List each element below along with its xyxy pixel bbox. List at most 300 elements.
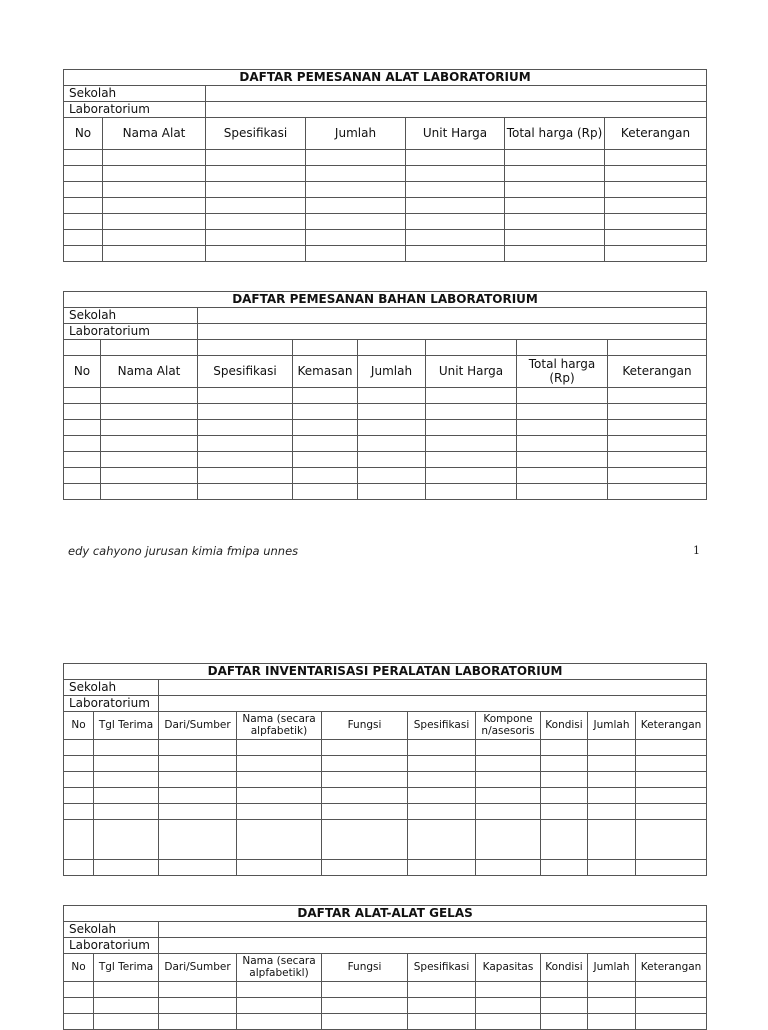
table-cell[interactable] bbox=[426, 484, 517, 500]
column-header: Keterangan bbox=[636, 954, 707, 982]
table-row bbox=[64, 820, 707, 860]
table-cell[interactable] bbox=[636, 998, 707, 1014]
table-cell[interactable] bbox=[64, 214, 103, 230]
table-cell[interactable] bbox=[103, 166, 206, 182]
table-cell[interactable] bbox=[159, 756, 237, 772]
table-cell[interactable] bbox=[64, 468, 101, 484]
table-cell[interactable] bbox=[588, 860, 636, 876]
laboratorium-field[interactable] bbox=[159, 938, 707, 954]
table-cell[interactable] bbox=[159, 772, 237, 788]
table-cell[interactable] bbox=[517, 452, 608, 468]
table-cell[interactable] bbox=[94, 772, 159, 788]
table-cell[interactable] bbox=[636, 756, 707, 772]
column-header: Spesifikasi bbox=[206, 118, 306, 150]
sekolah-label: Sekolah bbox=[64, 922, 159, 938]
table-cell[interactable] bbox=[64, 198, 103, 214]
table-cell[interactable] bbox=[408, 860, 476, 876]
table-cell[interactable] bbox=[588, 788, 636, 804]
table-cell[interactable] bbox=[541, 1014, 588, 1030]
table-row bbox=[64, 982, 707, 998]
table-row bbox=[64, 340, 707, 356]
sekolah-field[interactable] bbox=[206, 86, 707, 102]
table-cell[interactable] bbox=[159, 982, 237, 998]
column-header: Jumlah bbox=[588, 954, 636, 982]
form-alat-gelas bbox=[63, 905, 706, 1030]
column-header: Spesifikasi bbox=[408, 712, 476, 740]
table-cell[interactable] bbox=[94, 788, 159, 804]
table-cell[interactable] bbox=[206, 246, 306, 262]
table-cell[interactable] bbox=[408, 788, 476, 804]
table-cell[interactable] bbox=[358, 420, 426, 436]
table-cell[interactable] bbox=[293, 404, 358, 420]
table-cell[interactable] bbox=[103, 214, 206, 230]
column-header: Kondisi bbox=[541, 954, 588, 982]
table-cell[interactable] bbox=[64, 388, 101, 404]
table-cell[interactable] bbox=[237, 1014, 322, 1030]
laboratorium-label: Laboratorium bbox=[64, 696, 159, 712]
table-cell[interactable] bbox=[636, 804, 707, 820]
table-cell[interactable] bbox=[517, 404, 608, 420]
table-row bbox=[64, 166, 707, 182]
table-cell[interactable] bbox=[408, 740, 476, 756]
table-cell[interactable] bbox=[517, 420, 608, 436]
table-cell[interactable] bbox=[64, 150, 103, 166]
table-cell[interactable] bbox=[159, 860, 237, 876]
table-row bbox=[64, 230, 707, 246]
table-cell[interactable] bbox=[237, 740, 322, 756]
column-header: Unit Harga bbox=[406, 118, 505, 150]
table-cell[interactable] bbox=[198, 340, 293, 356]
table-cell[interactable] bbox=[408, 982, 476, 998]
table-cell[interactable] bbox=[541, 788, 588, 804]
column-header: Fungsi bbox=[322, 954, 408, 982]
table-cell[interactable] bbox=[588, 982, 636, 998]
laboratorium-label: Laboratorium bbox=[64, 324, 198, 340]
table-cell[interactable] bbox=[293, 420, 358, 436]
table-cell[interactable] bbox=[608, 420, 707, 436]
form-title: DAFTAR PEMESANAN BAHAN LABORATORIUM bbox=[64, 292, 707, 308]
column-header: Spesifikasi bbox=[408, 954, 476, 982]
table-cell[interactable] bbox=[476, 756, 541, 772]
table-body bbox=[64, 982, 707, 1030]
table-cell[interactable] bbox=[322, 756, 408, 772]
column-header: Tgl Terima bbox=[94, 712, 159, 740]
form-title: DAFTAR PEMESANAN ALAT LABORATORIUM bbox=[64, 70, 707, 86]
table-cell[interactable] bbox=[636, 772, 707, 788]
table-header bbox=[64, 118, 707, 150]
table-cell[interactable] bbox=[408, 756, 476, 772]
table-cell[interactable] bbox=[476, 820, 541, 860]
column-header: Total harga (Rp) bbox=[517, 356, 608, 388]
table-cell[interactable] bbox=[64, 788, 94, 804]
table-cell[interactable] bbox=[237, 788, 322, 804]
table-cell[interactable] bbox=[358, 468, 426, 484]
table-cell[interactable] bbox=[605, 166, 707, 182]
column-header: No bbox=[64, 954, 94, 982]
table-cell[interactable] bbox=[306, 230, 406, 246]
pemesanan-alat-table bbox=[63, 69, 707, 262]
table-cell[interactable] bbox=[608, 468, 707, 484]
table-row bbox=[64, 436, 707, 452]
table-cell[interactable] bbox=[198, 468, 293, 484]
table-cell[interactable] bbox=[605, 150, 707, 166]
table-cell[interactable] bbox=[408, 998, 476, 1014]
table-cell[interactable] bbox=[206, 198, 306, 214]
table-cell[interactable] bbox=[101, 404, 198, 420]
table-cell[interactable] bbox=[159, 820, 237, 860]
table-cell[interactable] bbox=[159, 740, 237, 756]
table-cell[interactable] bbox=[588, 998, 636, 1014]
table-cell[interactable] bbox=[322, 860, 408, 876]
table-cell[interactable] bbox=[505, 230, 605, 246]
table-cell[interactable] bbox=[541, 982, 588, 998]
table-cell[interactable] bbox=[94, 804, 159, 820]
table-cell[interactable] bbox=[94, 998, 159, 1014]
table-cell[interactable] bbox=[608, 484, 707, 500]
table-cell[interactable] bbox=[237, 772, 322, 788]
table-cell[interactable] bbox=[426, 420, 517, 436]
table-cell[interactable] bbox=[608, 388, 707, 404]
table-cell[interactable] bbox=[293, 468, 358, 484]
table-cell[interactable] bbox=[198, 404, 293, 420]
table-cell[interactable] bbox=[408, 804, 476, 820]
table-cell[interactable] bbox=[322, 998, 408, 1014]
column-header: No bbox=[64, 712, 94, 740]
column-header: Jumlah bbox=[306, 118, 406, 150]
laboratorium-field[interactable] bbox=[198, 324, 707, 340]
table-cell[interactable] bbox=[94, 982, 159, 998]
table-cell[interactable] bbox=[358, 436, 426, 452]
laboratorium-field[interactable] bbox=[159, 696, 707, 712]
table-header bbox=[64, 954, 707, 982]
table-cell[interactable] bbox=[237, 820, 322, 860]
table-cell[interactable] bbox=[406, 150, 505, 166]
column-header: Keterangan bbox=[608, 356, 707, 388]
table-cell[interactable] bbox=[426, 388, 517, 404]
table-cell[interactable] bbox=[94, 820, 159, 860]
table-cell[interactable] bbox=[103, 182, 206, 198]
form-pemesanan-alat bbox=[63, 69, 706, 262]
table-cell[interactable] bbox=[64, 436, 101, 452]
table-cell[interactable] bbox=[406, 182, 505, 198]
table-row bbox=[64, 198, 707, 214]
table-cell[interactable] bbox=[159, 788, 237, 804]
column-header: Tgl Terima bbox=[94, 954, 159, 982]
table-cell[interactable] bbox=[406, 230, 505, 246]
table-cell[interactable] bbox=[588, 1014, 636, 1030]
table-cell[interactable] bbox=[94, 756, 159, 772]
table-cell[interactable] bbox=[408, 772, 476, 788]
table-cell[interactable] bbox=[517, 468, 608, 484]
table-body bbox=[64, 150, 707, 262]
table-row bbox=[64, 484, 707, 500]
table-cell[interactable] bbox=[64, 1014, 94, 1030]
table-cell[interactable] bbox=[101, 468, 198, 484]
table-cell[interactable] bbox=[608, 452, 707, 468]
table-cell[interactable] bbox=[306, 166, 406, 182]
table-row bbox=[64, 740, 707, 756]
table-cell[interactable] bbox=[476, 982, 541, 998]
table-cell[interactable] bbox=[608, 340, 707, 356]
pemesanan-bahan-table bbox=[63, 291, 707, 500]
table-cell[interactable] bbox=[293, 340, 358, 356]
table-body-tall-row bbox=[64, 820, 707, 860]
table-cell[interactable] bbox=[206, 230, 306, 246]
table-cell[interactable] bbox=[64, 182, 103, 198]
table-cell[interactable] bbox=[206, 150, 306, 166]
table-cell[interactable] bbox=[636, 860, 707, 876]
table-cell[interactable] bbox=[517, 340, 608, 356]
table-header bbox=[64, 712, 707, 740]
column-header: Jumlah bbox=[588, 712, 636, 740]
table-cell[interactable] bbox=[426, 340, 517, 356]
table-cell[interactable] bbox=[101, 388, 198, 404]
table-cell[interactable] bbox=[94, 860, 159, 876]
table-cell[interactable] bbox=[198, 436, 293, 452]
column-header: Fungsi bbox=[322, 712, 408, 740]
table-cell[interactable] bbox=[64, 982, 94, 998]
sekolah-field[interactable] bbox=[159, 680, 707, 696]
table-cell[interactable] bbox=[322, 788, 408, 804]
table-cell[interactable] bbox=[64, 772, 94, 788]
table-cell[interactable] bbox=[64, 246, 103, 262]
table-cell[interactable] bbox=[159, 998, 237, 1014]
table-cell[interactable] bbox=[505, 182, 605, 198]
table-row bbox=[64, 150, 707, 166]
table-cell[interactable] bbox=[306, 246, 406, 262]
table-cell[interactable] bbox=[505, 214, 605, 230]
table-cell[interactable] bbox=[94, 740, 159, 756]
table-cell[interactable] bbox=[476, 740, 541, 756]
table-cell[interactable] bbox=[237, 756, 322, 772]
table-cell[interactable] bbox=[293, 436, 358, 452]
table-cell[interactable] bbox=[505, 166, 605, 182]
table-cell[interactable] bbox=[198, 420, 293, 436]
table-cell[interactable] bbox=[605, 182, 707, 198]
table-cell[interactable] bbox=[505, 246, 605, 262]
table-cell[interactable] bbox=[426, 452, 517, 468]
table-cell[interactable] bbox=[64, 340, 101, 356]
table-cell[interactable] bbox=[588, 820, 636, 860]
column-header: No bbox=[64, 118, 103, 150]
table-cell[interactable] bbox=[306, 150, 406, 166]
table-cell[interactable] bbox=[426, 404, 517, 420]
table-cell[interactable] bbox=[476, 772, 541, 788]
table-cell[interactable] bbox=[322, 820, 408, 860]
table-cell[interactable] bbox=[206, 166, 306, 182]
table-cell[interactable] bbox=[636, 1014, 707, 1030]
form-inventarisasi bbox=[63, 663, 706, 876]
table-cell[interactable] bbox=[541, 804, 588, 820]
column-header: Spesifikasi bbox=[198, 356, 293, 388]
column-header: No bbox=[64, 356, 101, 388]
table-cell[interactable] bbox=[476, 998, 541, 1014]
table-cell[interactable] bbox=[103, 150, 206, 166]
table-cell[interactable] bbox=[322, 740, 408, 756]
table-cell[interactable] bbox=[636, 788, 707, 804]
table-cell[interactable] bbox=[476, 788, 541, 804]
table-cell[interactable] bbox=[541, 756, 588, 772]
table-cell[interactable] bbox=[293, 388, 358, 404]
table-cell[interactable] bbox=[293, 452, 358, 468]
table-cell[interactable] bbox=[541, 772, 588, 788]
table-cell[interactable] bbox=[408, 1014, 476, 1030]
table-cell[interactable] bbox=[476, 1014, 541, 1030]
column-header: Nama Alat bbox=[101, 356, 198, 388]
sekolah-label: Sekolah bbox=[64, 86, 206, 102]
table-cell[interactable] bbox=[101, 420, 198, 436]
table-cell[interactable] bbox=[517, 436, 608, 452]
table-cell[interactable] bbox=[505, 150, 605, 166]
table-cell[interactable] bbox=[64, 804, 94, 820]
table-cell[interactable] bbox=[406, 246, 505, 262]
table-cell[interactable] bbox=[198, 452, 293, 468]
table-cell[interactable] bbox=[64, 740, 94, 756]
table-cell[interactable] bbox=[608, 404, 707, 420]
table-cell[interactable] bbox=[358, 404, 426, 420]
table-cell[interactable] bbox=[306, 182, 406, 198]
table-row bbox=[64, 214, 707, 230]
column-header: Total harga (Rp) bbox=[505, 118, 605, 150]
table-cell[interactable] bbox=[605, 198, 707, 214]
table-cell[interactable] bbox=[306, 214, 406, 230]
table-row bbox=[64, 998, 707, 1014]
table-cell[interactable] bbox=[608, 436, 707, 452]
column-header: Nama (secara alpfabetikl) bbox=[237, 954, 322, 982]
table-cell[interactable] bbox=[64, 820, 94, 860]
table-cell[interactable] bbox=[64, 452, 101, 468]
sekolah-label: Sekolah bbox=[64, 680, 159, 696]
table-cell[interactable] bbox=[588, 804, 636, 820]
column-header: Kompone n/asesoris bbox=[476, 712, 541, 740]
table-cell[interactable] bbox=[541, 860, 588, 876]
table-cell[interactable] bbox=[588, 756, 636, 772]
table-cell[interactable] bbox=[605, 214, 707, 230]
form-title: DAFTAR INVENTARISASI PERALATAN LABORATORIUM bbox=[64, 664, 707, 680]
page-number: 1 bbox=[693, 544, 700, 557]
form-title: DAFTAR ALAT-ALAT GELAS bbox=[64, 906, 707, 922]
table-cell[interactable] bbox=[64, 860, 94, 876]
column-header: Kemasan bbox=[293, 356, 358, 388]
table-cell[interactable] bbox=[426, 436, 517, 452]
table-row bbox=[64, 1014, 707, 1030]
table-cell[interactable] bbox=[101, 484, 198, 500]
table-cell[interactable] bbox=[64, 484, 101, 500]
table-row bbox=[64, 772, 707, 788]
sekolah-label: Sekolah bbox=[64, 308, 198, 324]
table-cell[interactable] bbox=[64, 756, 94, 772]
column-header: Nama Alat bbox=[103, 118, 206, 150]
table-cell[interactable] bbox=[322, 772, 408, 788]
table-row bbox=[64, 804, 707, 820]
table-cell[interactable] bbox=[636, 820, 707, 860]
table-cell[interactable] bbox=[358, 452, 426, 468]
table-cell[interactable] bbox=[159, 804, 237, 820]
sekolah-field[interactable] bbox=[159, 922, 707, 938]
table-cell[interactable] bbox=[101, 340, 198, 356]
table-row bbox=[64, 182, 707, 198]
table-cell[interactable] bbox=[159, 1014, 237, 1030]
column-header: Jumlah bbox=[358, 356, 426, 388]
table-cell[interactable] bbox=[237, 998, 322, 1014]
table-cell[interactable] bbox=[101, 452, 198, 468]
table-row bbox=[64, 246, 707, 262]
spacer-row bbox=[64, 340, 707, 356]
table-cell[interactable] bbox=[636, 982, 707, 998]
table-cell[interactable] bbox=[198, 484, 293, 500]
form-pemesanan-bahan bbox=[63, 291, 706, 500]
table-cell[interactable] bbox=[103, 230, 206, 246]
column-header: Kondisi bbox=[541, 712, 588, 740]
column-header: Keterangan bbox=[605, 118, 707, 150]
table-row bbox=[64, 788, 707, 804]
table-cell[interactable] bbox=[306, 198, 406, 214]
table-cell[interactable] bbox=[237, 982, 322, 998]
laboratorium-field[interactable] bbox=[206, 102, 707, 118]
table-cell[interactable] bbox=[358, 484, 426, 500]
table-cell[interactable] bbox=[64, 166, 103, 182]
table-cell[interactable] bbox=[541, 740, 588, 756]
table-cell[interactable] bbox=[237, 860, 322, 876]
table-cell[interactable] bbox=[541, 820, 588, 860]
sekolah-field[interactable] bbox=[198, 308, 707, 324]
table-cell[interactable] bbox=[476, 860, 541, 876]
table-cell[interactable] bbox=[322, 982, 408, 998]
table-row bbox=[64, 468, 707, 484]
table-row bbox=[64, 756, 707, 772]
table-cell[interactable] bbox=[64, 404, 101, 420]
alat-gelas-table bbox=[63, 905, 707, 1030]
table-cell[interactable] bbox=[406, 198, 505, 214]
table-cell[interactable] bbox=[517, 484, 608, 500]
table-cell[interactable] bbox=[206, 182, 306, 198]
table-cell[interactable] bbox=[64, 420, 101, 436]
table-cell[interactable] bbox=[605, 246, 707, 262]
table-cell[interactable] bbox=[322, 1014, 408, 1030]
table-cell[interactable] bbox=[358, 340, 426, 356]
table-cell[interactable] bbox=[206, 214, 306, 230]
table-cell[interactable] bbox=[237, 804, 322, 820]
table-cell[interactable] bbox=[426, 468, 517, 484]
column-header: Dari/Sumber bbox=[159, 712, 237, 740]
table-cell[interactable] bbox=[476, 804, 541, 820]
table-cell[interactable] bbox=[101, 436, 198, 452]
table-cell[interactable] bbox=[103, 246, 206, 262]
table-cell[interactable] bbox=[588, 772, 636, 788]
table-cell[interactable] bbox=[64, 998, 94, 1014]
table-cell[interactable] bbox=[605, 230, 707, 246]
table-cell[interactable] bbox=[408, 820, 476, 860]
table-cell[interactable] bbox=[636, 740, 707, 756]
column-header: Dari/Sumber bbox=[159, 954, 237, 982]
table-cell[interactable] bbox=[198, 388, 293, 404]
footer-text: edy cahyono jurusan kimia fmipa unnes bbox=[68, 544, 299, 558]
table-cell[interactable] bbox=[94, 1014, 159, 1030]
table-cell[interactable] bbox=[64, 230, 103, 246]
table-cell[interactable] bbox=[358, 388, 426, 404]
table-cell[interactable] bbox=[293, 484, 358, 500]
table-cell[interactable] bbox=[505, 198, 605, 214]
table-cell[interactable] bbox=[588, 740, 636, 756]
table-cell[interactable] bbox=[103, 198, 206, 214]
table-cell[interactable] bbox=[322, 804, 408, 820]
laboratorium-label: Laboratorium bbox=[64, 938, 159, 954]
table-cell[interactable] bbox=[541, 998, 588, 1014]
table-cell[interactable] bbox=[517, 388, 608, 404]
table-cell[interactable] bbox=[406, 166, 505, 182]
table-body bbox=[64, 388, 707, 500]
table-cell[interactable] bbox=[406, 214, 505, 230]
